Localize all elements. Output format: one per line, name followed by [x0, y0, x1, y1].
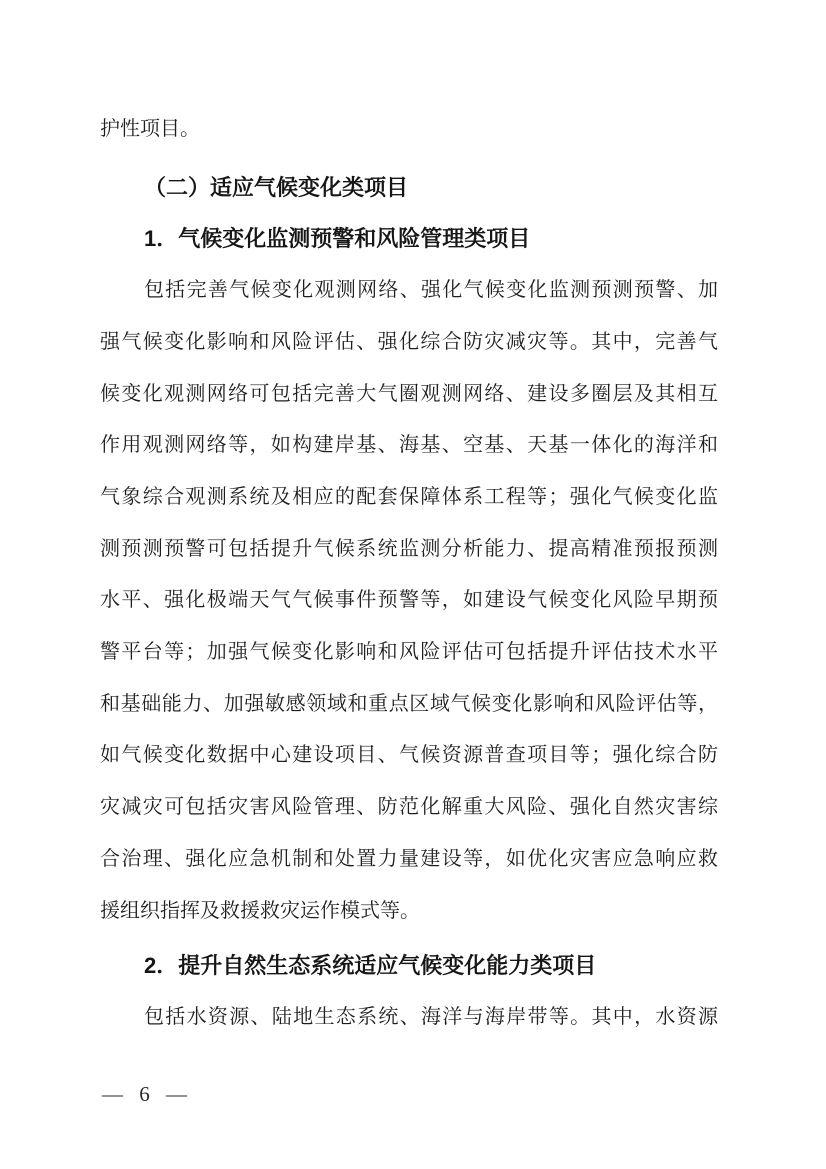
- paragraph-line: 测预测预警可包括提升气候系统监测分析能力、提高精准预报预测: [100, 537, 718, 560]
- subsection1-paragraph: [100, 265, 718, 937]
- footer-right-dash: —: [166, 1082, 188, 1106]
- paragraph-line: 援组织指挥及救援救灾运作模式等。: [100, 899, 420, 922]
- text-block: [100, 104, 718, 1044]
- section-heading: （二）适应气候变化类项目: [144, 174, 409, 200]
- paragraph-line: 水平、强化极端天气气候事件预警等，如建设气候变化风险早期预: [100, 589, 718, 612]
- paragraph-line: 包括完善气候变化观测网络、强化气候变化监测预测预警、加: [144, 279, 718, 302]
- continuation-line: 护性项目。: [100, 118, 200, 140]
- paragraph-line: 作用观测网络等，如构建岸基、海基、空基、天基一体化的海洋和: [100, 434, 718, 457]
- paragraph-line: 警平台等；加强气候变化影响和风险评估可包括提升评估技术水平: [100, 641, 718, 664]
- page-number: 6: [139, 1082, 151, 1106]
- paragraph-line: 强气候变化影响和风险评估、强化综合防灾减灾等。其中，完善气: [100, 330, 718, 353]
- subsection2-heading: 2．提升自然生态系统适应气候变化能力类项目: [144, 953, 597, 979]
- paragraph-line: 候变化观测网络可包括完善大气圈观测网络、建设多圈层及其相互: [100, 382, 718, 405]
- paragraph-line: 和基础能力、加强敏感领域和重点区域气候变化影响和风险评估等，: [100, 692, 718, 715]
- paragraph-line: 包括水资源、陆地生态系统、海洋与海岸带等。其中，水资源: [144, 1005, 718, 1028]
- footer-left-dash: —: [102, 1082, 124, 1106]
- paragraph-line: 灾减灾可包括灾害风险管理、防范化解重大风险、强化自然灾害综: [100, 796, 718, 819]
- paragraph-line: 合治理、强化应急机制和处置力量建设等，如优化灾害应急响应救: [100, 847, 718, 870]
- paragraph-line: 气象综合观测系统及相应的配套保障体系工程等；强化气候变化监: [100, 485, 718, 508]
- subsection1-heading: 1．气候变化监测预警和风险管理类项目: [144, 226, 531, 252]
- page-footer: [102, 1082, 188, 1107]
- subsection2-paragraph: [100, 992, 718, 1044]
- paragraph-line: 如气候变化数据中心建设项目、气候资源普查项目等；强化综合防: [100, 744, 718, 767]
